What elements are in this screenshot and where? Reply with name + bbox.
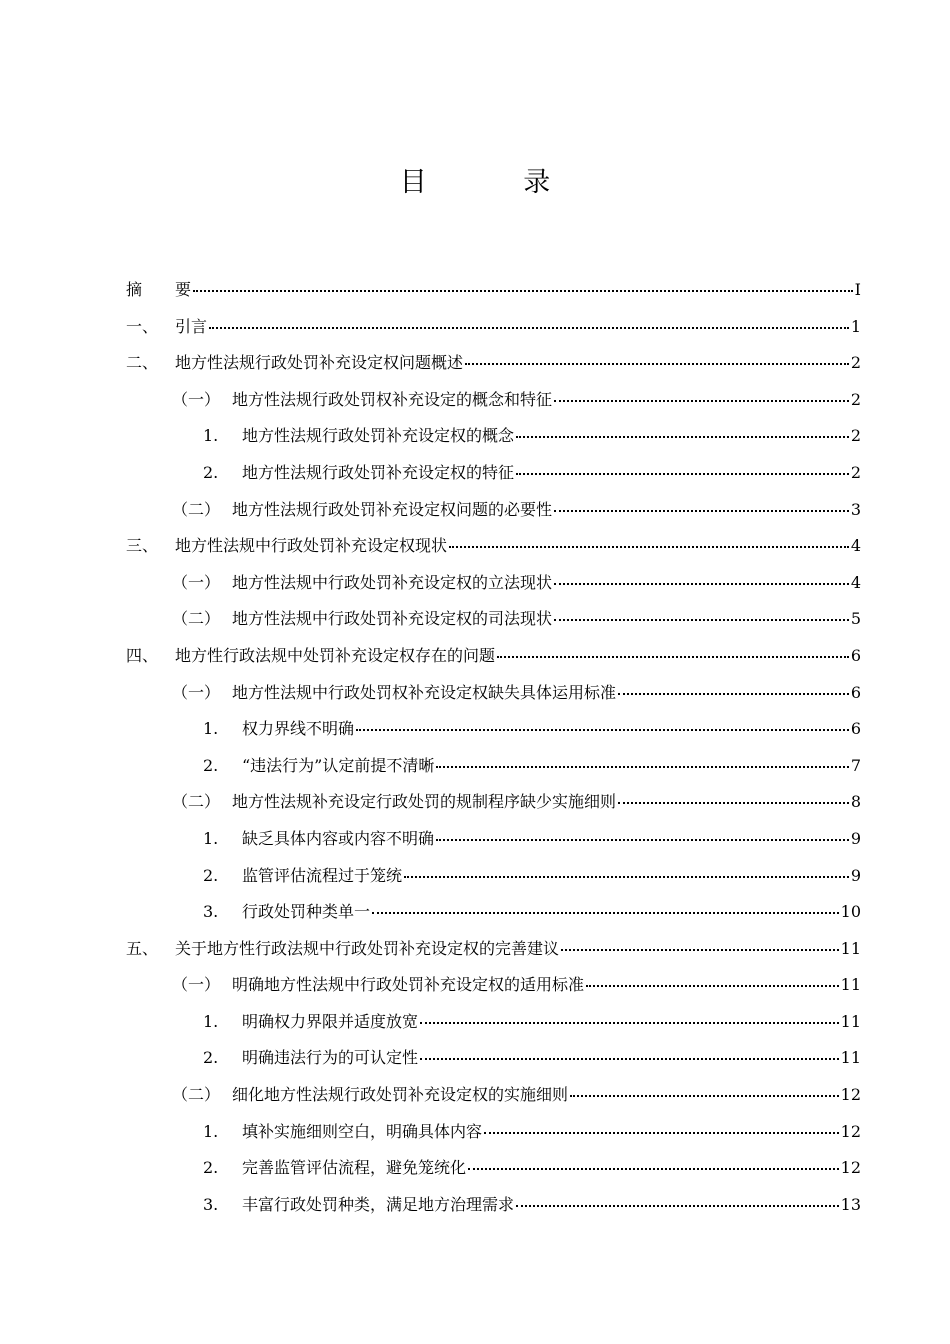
toc-entry-page: 6: [850, 719, 861, 739]
toc-entry[interactable]: [126, 784, 861, 821]
toc-entry-number: 2.: [203, 1048, 219, 1068]
toc-entry-title: 权力界线不明确: [242, 719, 355, 739]
toc-entry-page: 12: [840, 1158, 861, 1178]
toc-entry-leader: [618, 802, 849, 804]
toc-entry-number: 1.: [203, 1011, 219, 1031]
toc-entry-page: 5: [850, 609, 861, 629]
toc-entry-title: 要: [175, 280, 192, 299]
toc-entry[interactable]: [126, 894, 861, 931]
toc-entry-leader: [436, 766, 848, 768]
toc-entry-number: （二）: [172, 792, 221, 812]
toc-entry-leader: [193, 290, 853, 292]
toc-entry[interactable]: [126, 1150, 861, 1187]
toc-entry-page: 4: [850, 572, 861, 592]
toc-entry-leader: [516, 1205, 839, 1207]
toc-entry-page: 2: [850, 462, 861, 482]
toc-entry-number: 2.: [203, 462, 219, 482]
toc-entry-page: 2: [850, 389, 861, 409]
toc-entry-number: （一）: [172, 389, 221, 409]
toc-entry-title: “违法行为”认定前提不清晰: [242, 755, 435, 775]
toc-entry-page: 2: [850, 426, 861, 446]
toc-entry-title: 引言: [175, 316, 208, 336]
toc-entry-title: 地方性法规行政处罚补充设定权的概念: [242, 426, 515, 446]
toc-entry[interactable]: [126, 601, 861, 638]
toc-entry[interactable]: [126, 675, 861, 712]
toc-entry-title: 行政处罚种类单一: [242, 902, 371, 922]
toc-entry[interactable]: [126, 931, 861, 968]
toc-entry-number: （二）: [172, 499, 221, 519]
toc-entry[interactable]: [126, 821, 861, 858]
toc-entry[interactable]: [126, 1187, 861, 1224]
toc-entry-number: 2.: [203, 1158, 219, 1178]
toc-entry-title: 填补实施细则空白，明确具体内容: [242, 1121, 483, 1141]
toc-entry-leader: [209, 327, 849, 329]
toc-entry-page: 10: [840, 902, 861, 922]
toc-entry-number: 四、: [126, 645, 159, 665]
toc-entry[interactable]: [126, 638, 861, 675]
toc-entry-number: 3.: [203, 902, 219, 922]
toc-entry-leader: [561, 949, 839, 951]
toc-entry-leader: [420, 1058, 839, 1060]
toc-entry-page: 13: [840, 1194, 861, 1214]
toc-entry[interactable]: [126, 528, 861, 565]
toc-entry-leader: [420, 1022, 839, 1024]
toc-entry-title: 地方性行政法规中处罚补充设定权存在的问题: [175, 645, 496, 665]
toc-entry-leader: [484, 1132, 839, 1134]
toc-entry-leader: [554, 583, 849, 585]
toc-entry-number: 1.: [203, 426, 219, 446]
toc-entry-page: 2: [850, 353, 861, 373]
toc-entry-title: 地方性法规中行政处罚权补充设定权缺失具体运用标准: [232, 682, 617, 702]
toc-entry[interactable]: [126, 1114, 861, 1151]
toc-entry-leader: [516, 473, 849, 475]
toc-entry[interactable]: [126, 748, 861, 785]
toc-entry-page: I: [854, 280, 861, 299]
toc-entry-page: 11: [840, 938, 861, 958]
toc-entry-title: 地方性法规行政处罚补充设定权问题的必要性: [232, 499, 553, 519]
toc-entry-title: 明确地方性法规中行政处罚补充设定权的适用标准: [232, 975, 585, 995]
page-title: 目 录: [399, 167, 595, 198]
toc-entry-leader: [372, 912, 839, 914]
toc-entry[interactable]: [126, 382, 861, 419]
toc-entry[interactable]: [126, 858, 861, 895]
toc-entry-leader: [586, 985, 839, 987]
toc-entry-page: 9: [850, 828, 861, 848]
toc-entry-page: 3: [850, 499, 861, 519]
toc-entry[interactable]: [126, 711, 861, 748]
toc-entry-number: （一）: [172, 572, 221, 592]
toc-entry-page: 12: [840, 1121, 861, 1141]
toc-entry-page: 11: [840, 975, 861, 995]
toc-entry-title: 关于地方性行政法规中行政处罚补充设定权的完善建议: [175, 938, 560, 958]
toc-entry-title: 缺乏具体内容或内容不明确: [242, 828, 435, 848]
toc-entry-leader: [436, 839, 849, 841]
toc-entry-leader: [465, 363, 849, 365]
toc-entry[interactable]: [126, 967, 861, 1004]
toc-entry[interactable]: [126, 565, 861, 602]
toc-entry-title: 完善监管评估流程，避免笼统化: [242, 1158, 467, 1178]
toc-entry-number: 五、: [126, 938, 159, 958]
toc-entry-page: 9: [850, 865, 861, 885]
toc-entry-leader: [404, 876, 849, 878]
toc-entry-page: 6: [850, 645, 861, 665]
toc-entry-page: 7: [850, 755, 861, 775]
toc-entry-leader: [554, 619, 849, 621]
toc-entry-number: 一、: [126, 316, 159, 336]
toc-entry[interactable]: [126, 1077, 861, 1114]
toc-entry-page: 1: [850, 316, 861, 336]
toc-entry-page: 12: [840, 1085, 861, 1105]
toc-entry-leader: [570, 1095, 839, 1097]
table-of-contents: [126, 272, 861, 1223]
toc-entry[interactable]: [126, 309, 861, 346]
toc-entry-title: 明确权力界限并适度放宽: [242, 1011, 419, 1031]
toc-entry[interactable]: [126, 455, 861, 492]
toc-entry[interactable]: [126, 1040, 861, 1077]
toc-entry-number: 三、: [126, 536, 159, 556]
toc-entry-number: 2.: [203, 755, 219, 775]
toc-entry-leader: [497, 656, 849, 658]
toc-entry-leader: [356, 729, 849, 731]
toc-entry-title: 地方性法规行政处罚补充设定权的特征: [242, 462, 515, 482]
toc-entry-number: （一）: [172, 975, 221, 995]
toc-entry-number: 1.: [203, 719, 219, 739]
toc-entry-number: 1.: [203, 828, 219, 848]
toc-entry-title: 地方性法规行政处罚权补充设定的概念和特征: [232, 389, 553, 409]
toc-entry-page: 4: [850, 536, 861, 556]
toc-entry-leader: [554, 400, 849, 402]
toc-entry-leader: [449, 546, 849, 548]
toc-entry-number: （一）: [172, 682, 221, 702]
toc-entry-page: 8: [850, 792, 861, 812]
toc-entry-title: 地方性法规行政处罚补充设定权问题概述: [175, 353, 464, 373]
toc-entry-title: 明确违法行为的可认定性: [242, 1048, 419, 1068]
toc-entry-number: 1.: [203, 1121, 219, 1141]
toc-entry-title: 监管评估流程过于笼统: [242, 865, 403, 885]
toc-entry-page: 11: [840, 1048, 861, 1068]
toc-entry-title: 细化地方性法规行政处罚补充设定权的实施细则: [232, 1085, 569, 1105]
toc-entry[interactable]: [126, 492, 861, 529]
toc-entry[interactable]: [126, 345, 861, 382]
toc-entry-title: 丰富行政处罚种类，满足地方治理需求: [242, 1194, 515, 1214]
toc-entry-title: 地方性法规中行政处罚补充设定权现状: [175, 536, 448, 556]
toc-entry-leader: [618, 693, 849, 695]
toc-entry-number: （二）: [172, 1085, 221, 1105]
toc-entry-leader: [516, 436, 849, 438]
toc-entry[interactable]: [126, 418, 861, 455]
toc-entry-number: 3.: [203, 1194, 219, 1214]
toc-entry-number: （二）: [172, 609, 221, 629]
toc-entry-number: 摘: [126, 280, 159, 299]
toc-entry-page: 11: [840, 1011, 861, 1031]
toc-entry-title: 地方性法规中行政处罚补充设定权的司法现状: [232, 609, 553, 629]
toc-entry-leader: [554, 510, 849, 512]
toc-entry-number: 2.: [203, 865, 219, 885]
toc-entry[interactable]: [126, 1004, 861, 1041]
toc-entry[interactable]: [126, 272, 861, 309]
toc-entry-page: 6: [850, 682, 861, 702]
toc-entry-number: 二、: [126, 353, 159, 373]
toc-entry-title: 地方性法规补充设定行政处罚的规制程序缺少实施细则: [232, 792, 617, 812]
toc-entry-leader: [468, 1168, 839, 1170]
toc-entry-title: 地方性法规中行政处罚补充设定权的立法现状: [232, 572, 553, 592]
